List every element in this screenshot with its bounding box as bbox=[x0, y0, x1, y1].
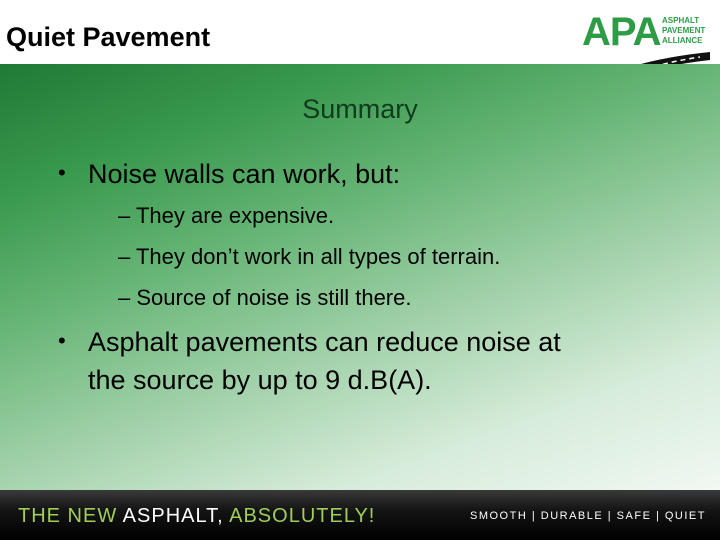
sub-bullet-item: – Source of noise is still there. bbox=[118, 285, 412, 310]
slide-body bbox=[0, 64, 720, 490]
footer-tagline bbox=[18, 505, 375, 528]
logo-letters: APA bbox=[582, 10, 661, 54]
bullet-marker: • bbox=[58, 160, 66, 185]
bullet-line: Asphalt pavements can reduce noise at bbox=[88, 327, 561, 357]
bullet-line: the source by up to 9 d.B(A). bbox=[88, 365, 432, 395]
tagline-part: THE NEW bbox=[18, 505, 123, 527]
logo-line-3: ALLIANCE bbox=[662, 36, 703, 45]
header-bar bbox=[0, 0, 720, 64]
footer-values: SMOOTH | DURABLE | SAFE | QUIET bbox=[470, 510, 706, 522]
sub-bullet-item: – They are expensive. bbox=[118, 203, 335, 228]
sub-bullet-item: – They don’t work in all types of terrain. bbox=[118, 244, 501, 269]
footer-bar bbox=[0, 490, 720, 540]
bullet-item bbox=[88, 323, 688, 399]
tagline-part: ASPHALT, bbox=[122, 505, 230, 527]
slide-subtitle: Summary bbox=[302, 94, 418, 124]
logo-line-2: PAVEMENT bbox=[662, 26, 706, 35]
bullet-item: Noise walls can work, but: bbox=[88, 159, 401, 189]
page-title: Quiet Pavement bbox=[6, 22, 211, 52]
logo-line-1: ASPHALT bbox=[662, 16, 700, 25]
tagline-part: ABSOLUTELY! bbox=[229, 505, 376, 527]
bullet-marker: • bbox=[58, 328, 66, 353]
